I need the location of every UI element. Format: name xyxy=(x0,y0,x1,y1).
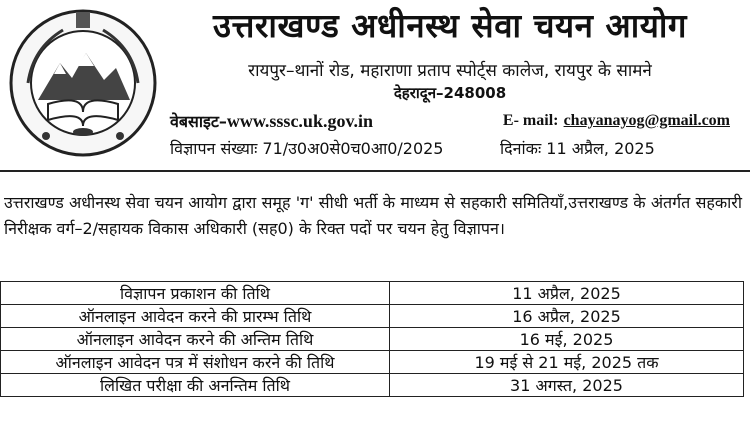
commission-emblem-icon xyxy=(8,8,158,158)
table-row xyxy=(1,328,744,351)
date-label: ऑनलाइन आवेदन करने की प्रारम्भ तिथि xyxy=(1,305,390,328)
header-divider xyxy=(0,170,750,172)
table-row xyxy=(1,305,744,328)
date-value: 11 अप्रैल, 2025 xyxy=(390,282,744,305)
date-value: 19 मई से 21 मई, 2025 तक xyxy=(390,351,744,374)
city-line: देहरादून–248008 xyxy=(393,84,507,102)
advertisement-date: दिनांकः 11 अप्रैल, 2025 xyxy=(500,139,655,158)
email-line xyxy=(503,110,730,130)
date-label: ऑनलाइन आवेदन करने की अन्तिम तिथि xyxy=(1,328,390,351)
date-label: ऑनलाइन आवेदन पत्र में संशोधन करने की तिथि xyxy=(1,351,390,374)
date-value: 31 अगस्त, 2025 xyxy=(390,374,744,397)
table-row xyxy=(1,282,744,305)
email-label: E- mail: xyxy=(502,112,559,129)
date-label: लिखित परीक्षा की अनन्तिम तिथि xyxy=(1,374,390,397)
table-row xyxy=(1,374,744,397)
website-label: वेबसाइट– xyxy=(170,112,227,131)
advertisement-number: विज्ञापन संख्याः 71/उ0अ0से0च0आ0/2025 xyxy=(170,139,444,158)
intro-paragraph: उत्तराखण्ड अधीनस्थ सेवा चयन आयोग द्वारा समूह 'ग' सीधी भर्ती के माध्यम से सहकारी समितियाँ,उत्तराखण्ड के अंतर्गत सहकारी निरीक्षक वर्ग–2/सहायक विकास अधिकारी (सह0) के रिक्त पदों पर चयन हेतु विज्ञापन। xyxy=(4,193,742,238)
important-dates-table xyxy=(0,281,744,397)
website-line xyxy=(170,110,373,132)
address-line: रायपुर–थानों रोड, महाराणा प्रताप स्पोर्ट्स कालेज, रायपुर के सामने xyxy=(248,61,652,81)
organization-name: उत्तराखण्ड अधीनस्थ सेवा चयन आयोग xyxy=(213,6,687,45)
email-link[interactable]: chayanayog@gmail.com xyxy=(563,112,730,129)
table-row xyxy=(1,351,744,374)
date-value: 16 अप्रैल, 2025 xyxy=(390,305,744,328)
date-label: विज्ञापन प्रकाशन की तिथि xyxy=(1,282,390,305)
website-link[interactable]: www.sssc.uk.gov.in xyxy=(226,111,373,131)
date-value: 16 मई, 2025 xyxy=(390,328,744,351)
